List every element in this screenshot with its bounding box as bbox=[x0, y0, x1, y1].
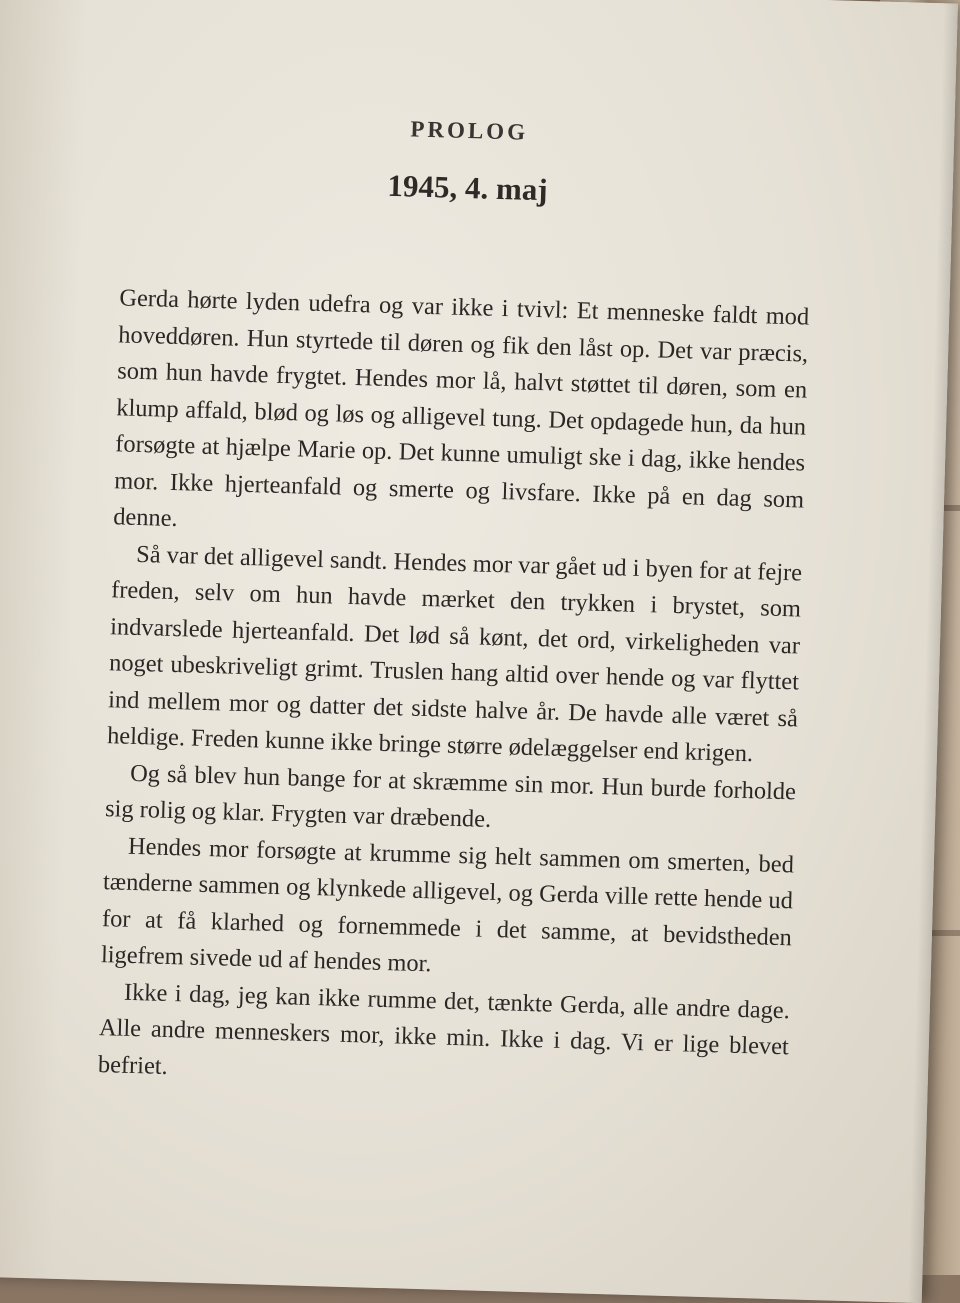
chapter-label: PROLOG bbox=[410, 116, 529, 145]
paragraph: Og så blev hun bange for at skræmme sin mor. Hun burde forholde sig rolig og klar. Frygten var dræbende. bbox=[104, 759, 797, 833]
body-text bbox=[97, 280, 809, 1102]
paragraph: Ikke i dag, jeg kan ikke rumme det, tænkte Gerda, alle andre dage. Alle andre menneskers mor, ikke min. Ikke i dag. Vi er lige blevet befriet. bbox=[97, 978, 791, 1080]
paragraph: Hendes mor forsøgte at krumme sig helt sammen om smerten, bed tænderne sammen og klynkede alligevel, og Gerda ville rette hende ud for at få klarhed og fornemmede i det samme, at bevidstheden ligefrem sivede ud af hendes mor. bbox=[100, 832, 795, 978]
page-shadow bbox=[0, 0, 88, 1279]
paragraph: Så var det alligevel sandt. Hendes mor var gået ud i byen for at fejre freden, selv om hun havde mærket den trykken i brystet, som indvarslede hjerteanfald. Det lød så kønt, det ord, virkeligheden var noget ubeskriveligt grimt. Truslen hang altid over hende og var flyttet ind mellem mor og datter det sidste halve år. De havde alle været så heldige. Freden kunne ikke bringe større ødelæggelser end krigen. bbox=[106, 540, 803, 768]
paragraph: Gerda hørte lyden udefra og var ikke i tvivl: Et menneske faldt mod hoveddøren. Hun styrtede til døren og fik den låst op. Det var præcis, som hun havde frygtet. Hendes mor lå, halvt støttet til døren, som en klump affald, blød og løs og alligevel tung. Det opdagede hun, da hun forsøgte at hjælpe Marie op. Det kunne umuligt ske i dag, ikke hendes mor. Ikke hjerteanfald og smerte og livsfare. Ikke på en dag som denne. bbox=[112, 284, 810, 533]
page-content bbox=[97, 108, 814, 1102]
chapter-date: 1945, 4. maj bbox=[387, 167, 549, 208]
